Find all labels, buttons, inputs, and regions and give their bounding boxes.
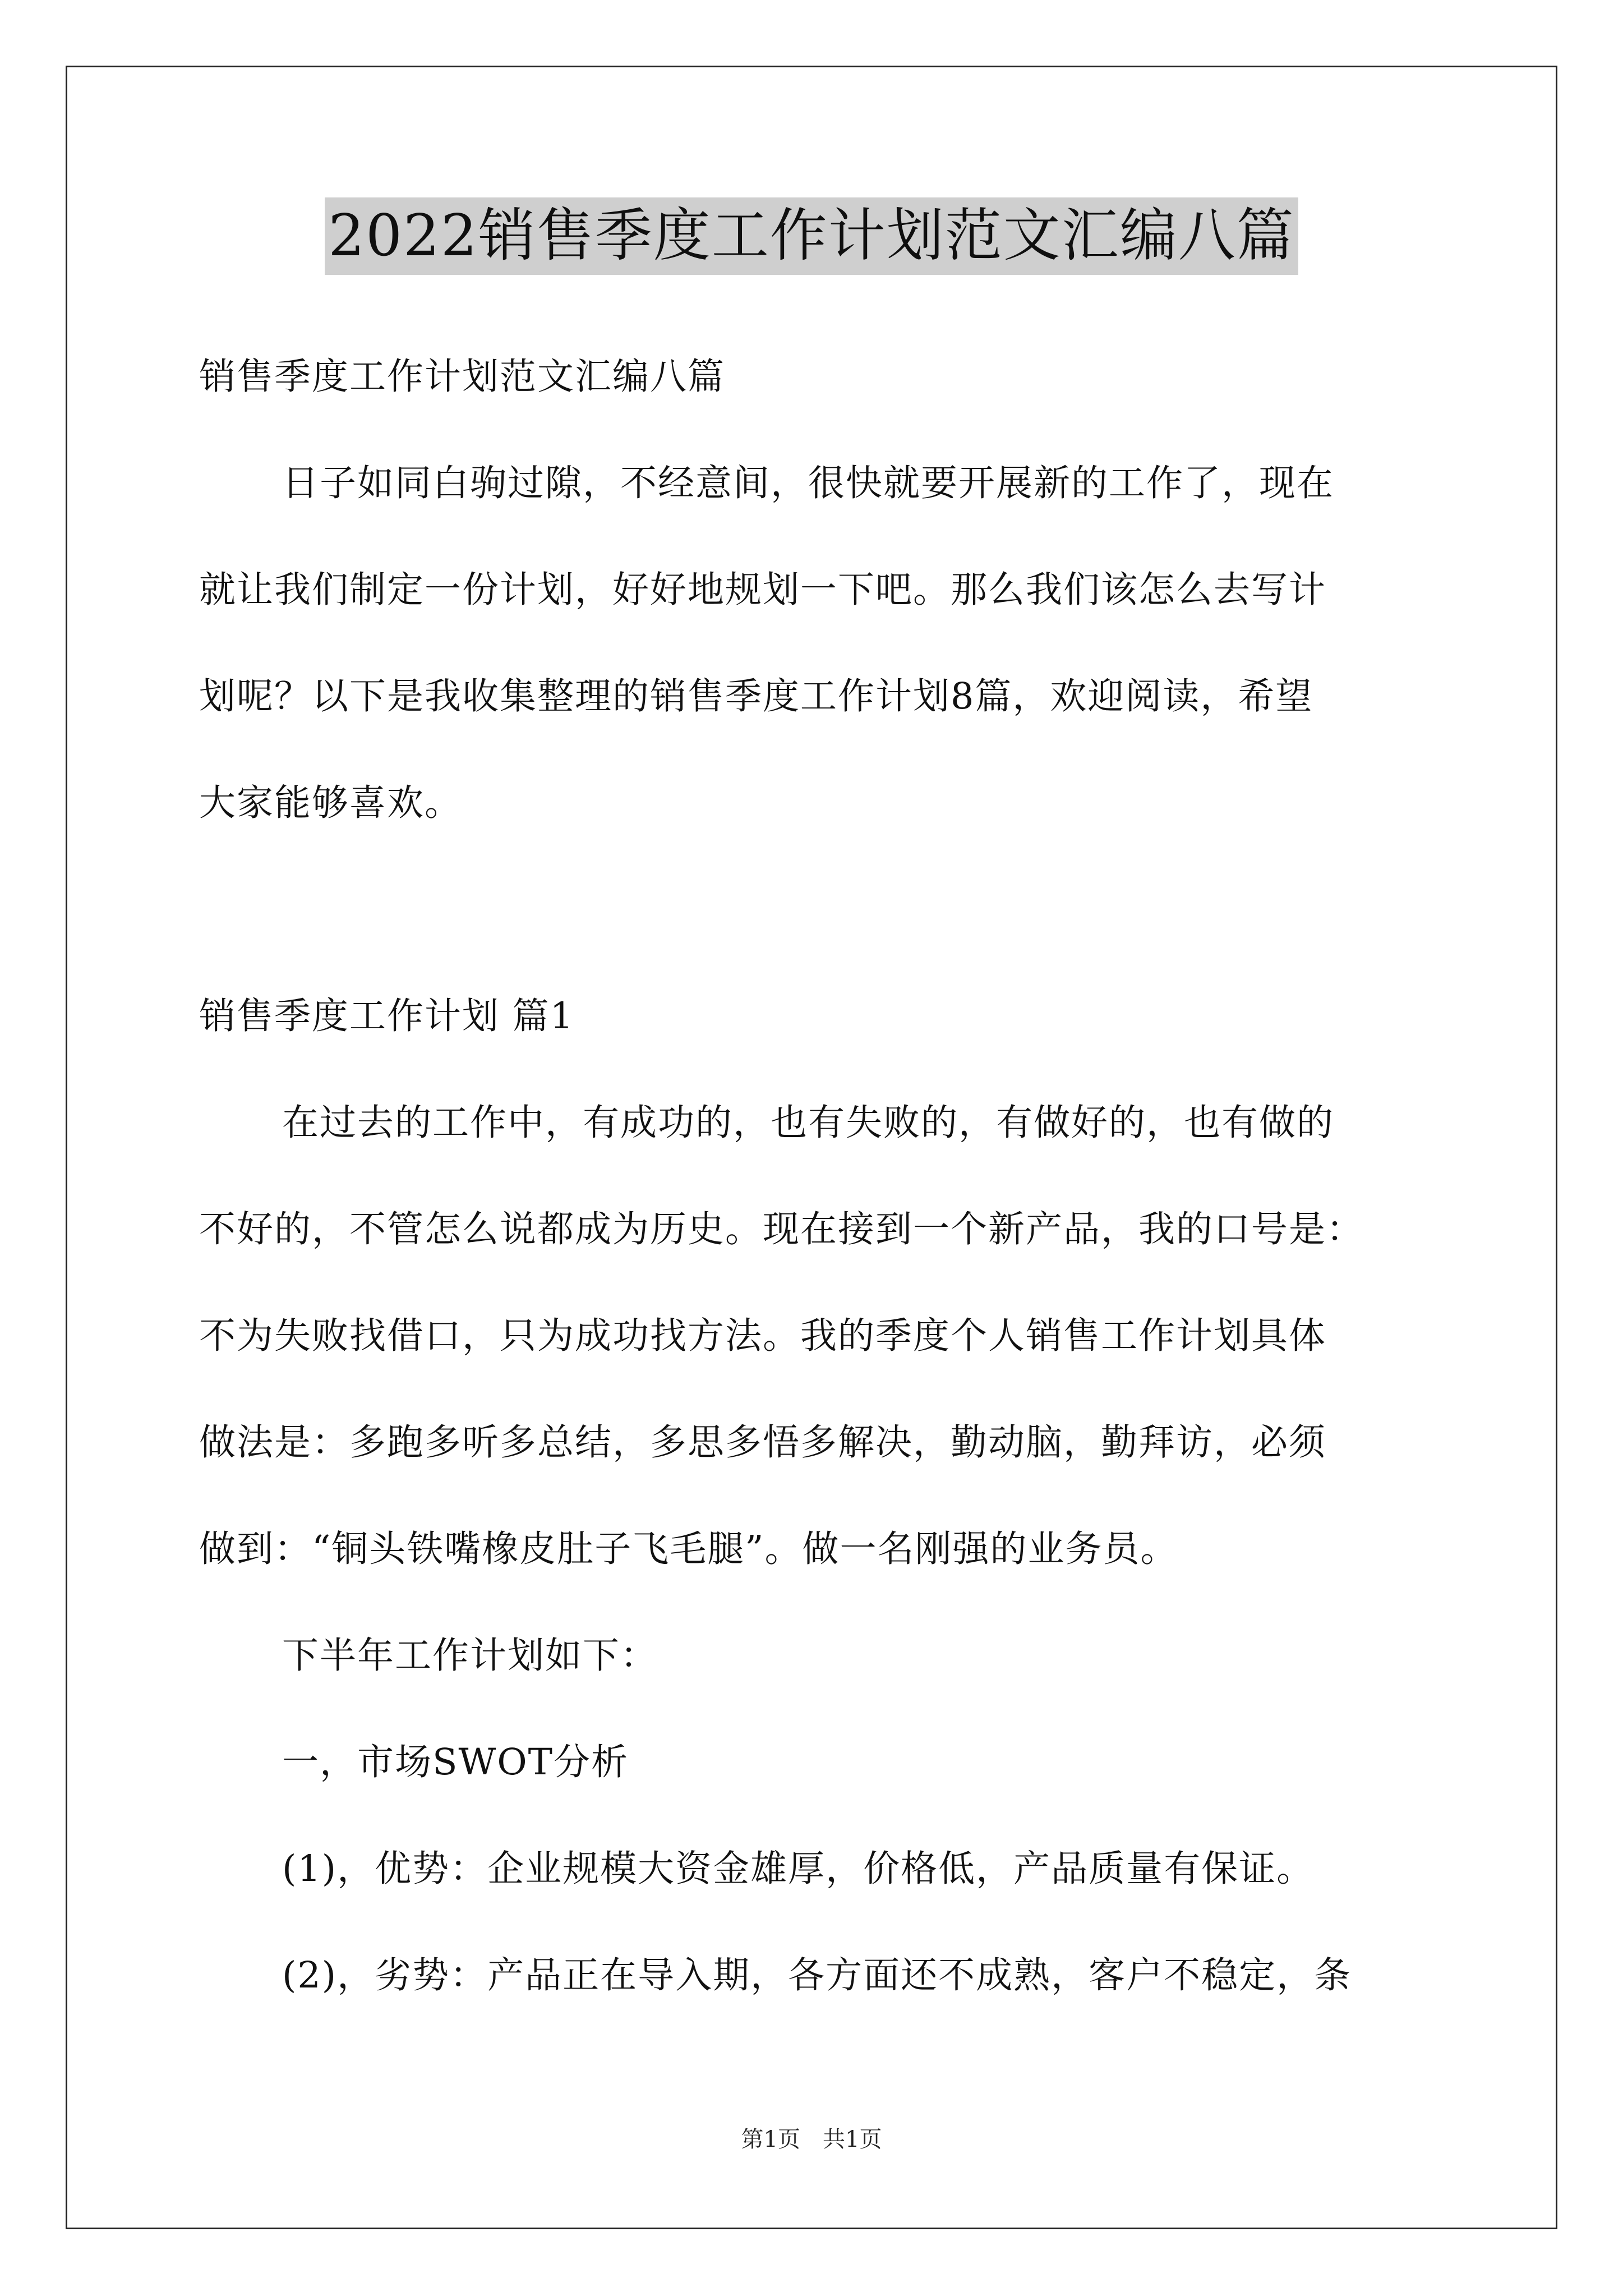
list-item: (1)，优势：企业规模大资金雄厚，价格低，产品质量有保证。	[282, 1848, 1315, 1890]
paragraph-line: 下半年工作计划如下：	[282, 1635, 658, 1677]
paragraph-line: 划呢？以下是我收集整理的销售季度工作计划8篇，欢迎阅读，希望	[199, 675, 1313, 717]
list-item: (2)，劣势：产品正在导入期，各方面还不成熟，客户不稳定，条	[282, 1954, 1352, 1996]
paragraph-line: 日子如同白驹过隙，不经意间，很快就要开展新的工作了，现在	[282, 462, 1335, 504]
section-heading: 销售季度工作计划 篇1	[199, 995, 575, 1037]
subtitle-line: 销售季度工作计划范文汇编八篇	[199, 356, 726, 398]
page-footer: 第1页 共1页	[741, 2127, 882, 2152]
paragraph-line: 不为失败找借口，只为成功找方法。我的季度个人销售工作计划具体	[199, 1315, 1327, 1357]
paragraph-line: 做法是：多跑多听多总结，多思多悟多解决，勤动脑，勤拜访，必须	[199, 1421, 1327, 1464]
paragraph-line: 在过去的工作中，有成功的，也有失败的，有做好的，也有做的	[282, 1102, 1335, 1144]
paragraph-line: 大家能够喜欢。	[199, 782, 463, 824]
document-title: 2022销售季度工作计划范文汇编八篇	[325, 197, 1298, 275]
title-container	[0, 197, 1623, 275]
list-heading: 一，市场SWOT分析	[282, 1741, 629, 1783]
paragraph-line: 做到：“铜头铁嘴橡皮肚子飞毛腿”。做一名刚强的业务员。	[199, 1528, 1178, 1570]
paragraph-line: 不好的，不管怎么说都成为历史。现在接到一个新产品，我的口号是：	[199, 1208, 1364, 1250]
paragraph-line: 就让我们制定一份计划，好好地规划一下吧。那么我们该怎么去写计	[199, 569, 1327, 611]
